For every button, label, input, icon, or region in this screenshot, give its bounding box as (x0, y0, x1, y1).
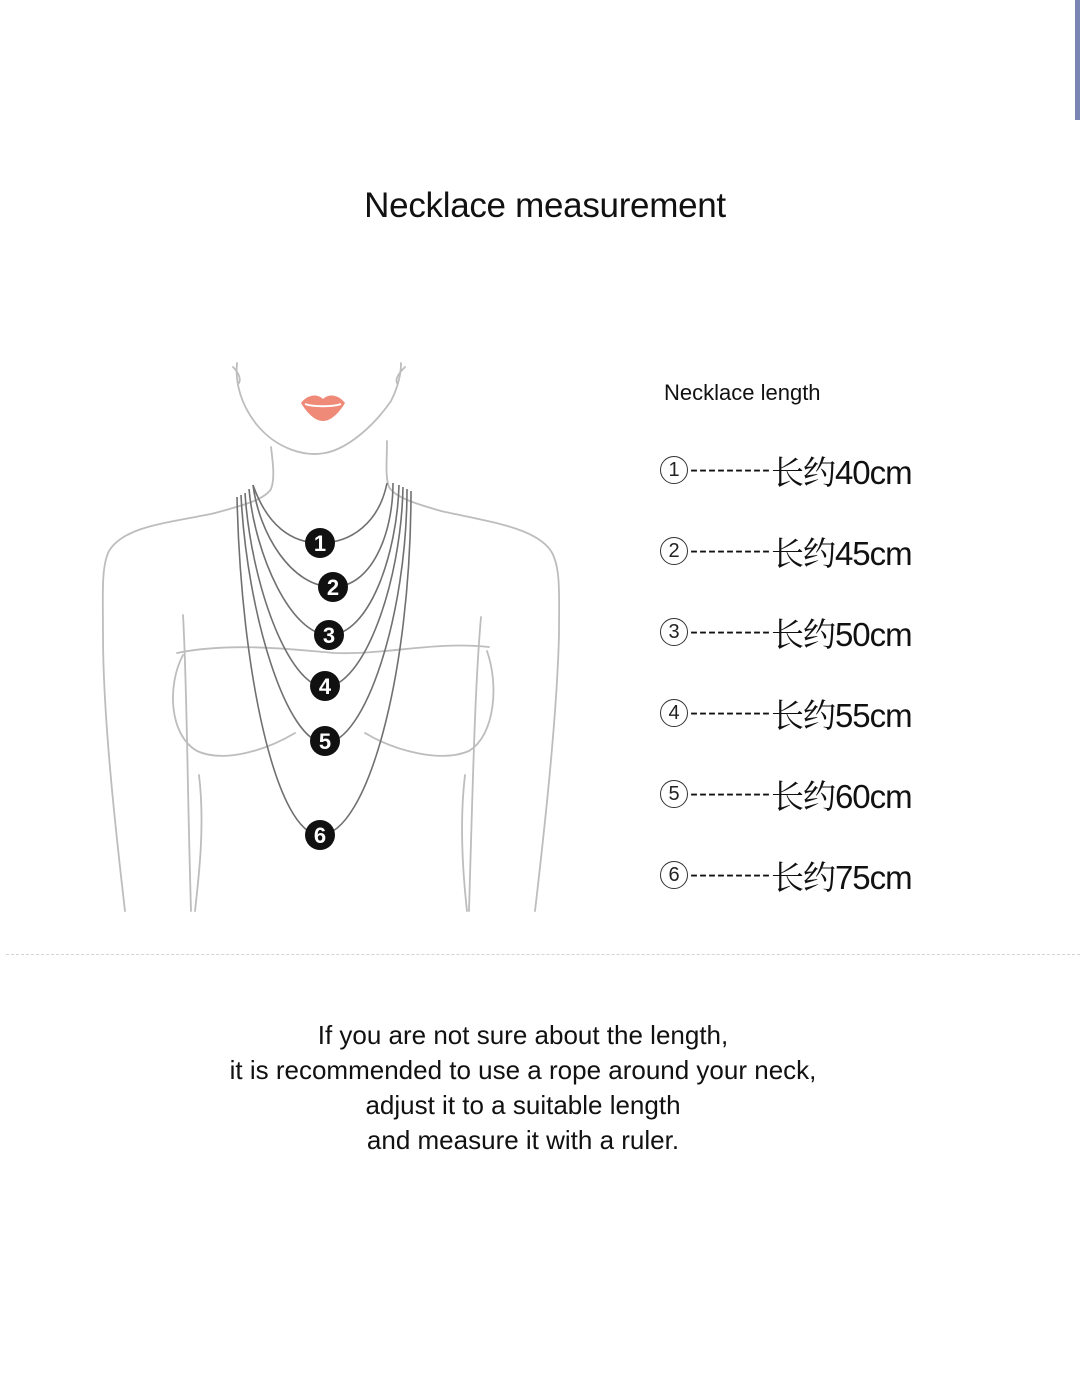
length-row-5 (660, 774, 912, 814)
length-value: 长约75cm (770, 858, 912, 896)
section-divider (6, 954, 1080, 955)
advice-line: adjust it to a suitable length (365, 1090, 681, 1120)
marker-1 (305, 528, 335, 558)
svg-text:1: 1 (313, 531, 327, 556)
number-circle: 3 (660, 618, 688, 646)
dash-leader: --------- (690, 537, 771, 564)
svg-text:6: 6 (313, 823, 327, 848)
marker-5 (310, 726, 340, 756)
bust-outline-illustration (95, 355, 570, 920)
length-row-6 (660, 855, 912, 895)
svg-text:4: 4 (318, 674, 332, 699)
length-value: 长约40cm (770, 453, 912, 491)
dash-leader: --------- (690, 456, 771, 483)
dash-leader: --------- (690, 699, 771, 726)
chain-5 (241, 489, 407, 743)
chain-3 (249, 485, 399, 635)
number-circle: 5 (660, 780, 688, 808)
necklace-length-heading: Necklace length (664, 380, 821, 405)
dash-leader: --------- (690, 780, 771, 807)
marker-4 (310, 671, 340, 701)
svg-text:2: 2 (326, 575, 340, 600)
advice-line: and measure it with a ruler. (366, 1125, 680, 1155)
length-row-2 (660, 531, 912, 571)
marker-3 (314, 620, 344, 650)
number-circle: 2 (660, 537, 688, 565)
length-row-1 (660, 450, 912, 490)
svg-text:3: 3 (322, 623, 336, 648)
measurement-advice (0, 1018, 1046, 1158)
advice-line: If you are not sure about the length, (317, 1020, 729, 1050)
number-circle: 6 (660, 861, 688, 889)
scroll-accent-bar (1075, 0, 1080, 120)
number-circle: 4 (660, 699, 688, 727)
page-title: Necklace measurement (364, 186, 726, 225)
advice-line: it is recommended to use a rope around your neck, (229, 1055, 817, 1085)
length-row-3 (660, 612, 912, 652)
length-row-4 (660, 693, 912, 733)
necklace-figure (95, 355, 570, 920)
marker-6 (305, 820, 335, 850)
length-value: 长约55cm (770, 696, 912, 734)
length-value: 长约45cm (770, 534, 912, 572)
length-value: 长约50cm (770, 615, 912, 653)
length-value: 长约60cm (770, 777, 912, 815)
dash-leader: --------- (690, 618, 771, 645)
number-circle: 1 (660, 456, 688, 484)
lips-icon (301, 396, 345, 421)
marker-2 (318, 572, 348, 602)
dash-leader: --------- (690, 861, 771, 888)
svg-text:5: 5 (318, 729, 332, 754)
